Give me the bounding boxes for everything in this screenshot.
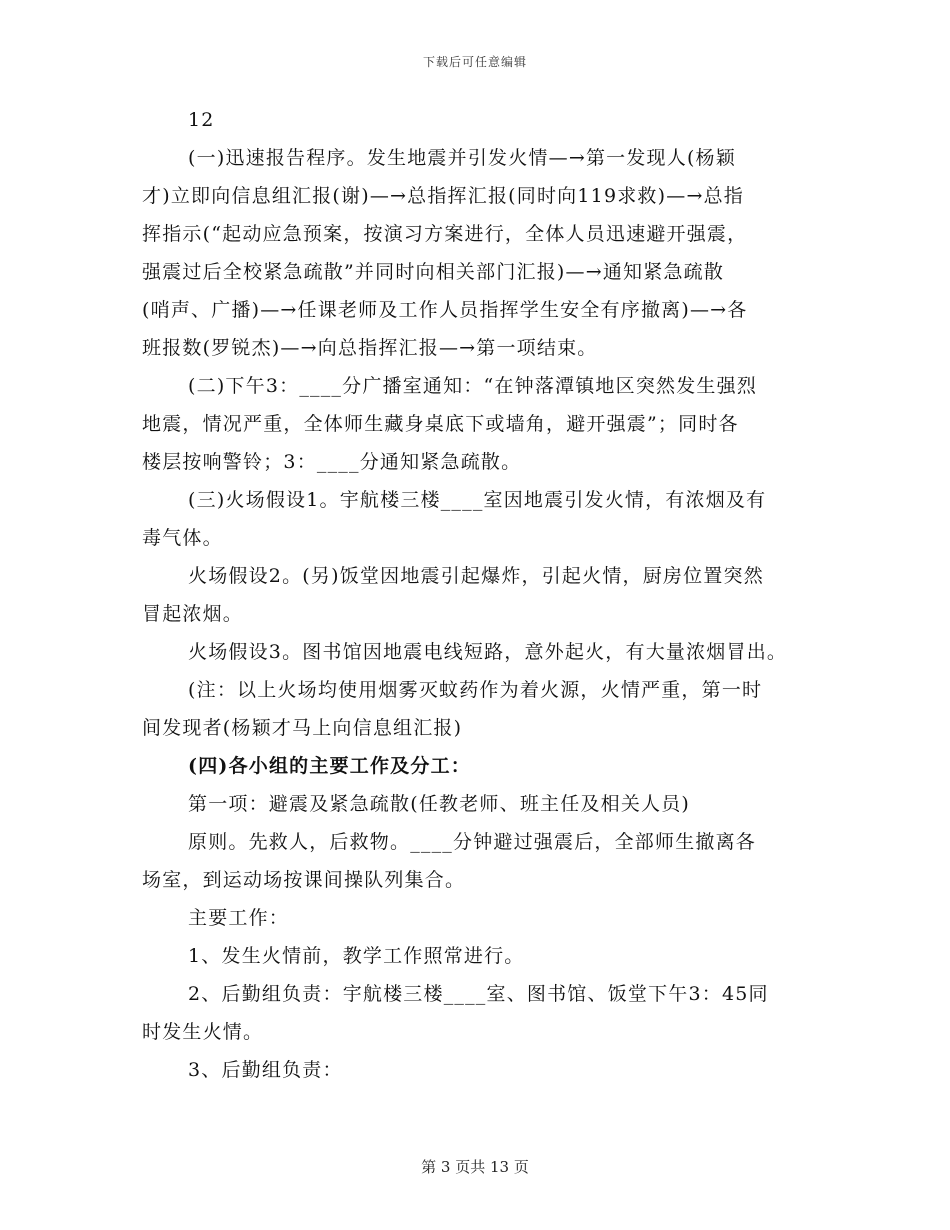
text-line: 毒气体。 — [142, 527, 223, 549]
paragraph — [142, 488, 822, 550]
text-line: 挥指示(“起动应急预案，按演习方案进行，全体人员迅速避开强震， — [142, 223, 748, 245]
text-line: 火场假设3。图书馆因地震电线短路，意外起火，有大量浓烟冒出。 — [188, 641, 788, 663]
text-line: 12 — [188, 109, 215, 131]
paragraph — [142, 944, 822, 968]
text-line: (二)下午3：____分广播室通知：“在钟落潭镇地区突然发生强烈 — [188, 375, 758, 397]
page-header: 下载后可任意编辑 — [422, 55, 527, 69]
paragraph — [142, 830, 822, 892]
text-line: 间发现者(杨颖才马上向信息组汇报) — [142, 717, 463, 739]
paragraph — [142, 108, 822, 132]
text-line: (哨声、广播)—→任课老师及工作人员指挥学生安全有序撤离)—→各 — [142, 299, 748, 321]
section-heading — [142, 754, 822, 778]
text-line: (四)各小组的主要工作及分工： — [188, 755, 471, 777]
text-line: 3、后勤组负责： — [188, 1059, 343, 1081]
text-line: 2、后勤组负责：宇航楼三楼____室、图书馆、饭堂下午3：45同 — [188, 983, 769, 1005]
text-line: 1、发生火情前，教学工作照常进行。 — [188, 945, 525, 967]
text-line: 时发生火情。 — [142, 1021, 264, 1043]
text-line: 主要工作： — [188, 907, 290, 929]
document-body — [142, 108, 822, 1096]
page-footer: 第 3 页共 13 页 — [421, 1158, 529, 1176]
paragraph — [142, 1058, 822, 1082]
text-line: 地震，情况严重，全体师生藏身桌底下或墙角，避开强震”；同时各 — [142, 413, 739, 435]
text-line: 原则。先救人，后救物。____分钟避过强震后，全部师生撤离各 — [188, 831, 757, 853]
text-line: 第一项：避震及紧急疏散(任教老师、班主任及相关人员) — [188, 793, 691, 815]
text-line: 楼层按响警铃；3：____分通知紧急疏散。 — [142, 451, 522, 473]
text-line: 场室，到运动场按课间操队列集合。 — [142, 869, 466, 891]
paragraph — [142, 640, 822, 664]
text-line: 火场假设2。(另)饭堂因地震引起爆炸，引起火情，厨房位置突然 — [188, 565, 764, 587]
paragraph — [142, 564, 822, 626]
text-line: (一)迅速报告程序。发生地震并引发火情—→第一发现人(杨颖 — [188, 147, 736, 169]
paragraph — [142, 792, 822, 816]
paragraph — [142, 146, 822, 360]
paragraph — [142, 982, 822, 1044]
text-line: (三)火场假设1。宇航楼三楼____室因地震引发火情，有浓烟及有 — [188, 489, 767, 511]
paragraph — [142, 678, 822, 740]
text-line: 班报数(罗锐杰)—→向总指挥汇报—→第一项结束。 — [142, 337, 598, 359]
paragraph — [142, 374, 822, 474]
text-line: 才)立即向信息组汇报(谢)—→总指挥汇报(同时向119求救)—→总指 — [142, 185, 744, 207]
text-line: (注：以上火场均使用烟雾灭蚊药作为着火源，火情严重，第一时 — [188, 679, 763, 701]
text-line: 强震过后全校紧急疏散”并同时向相关部门汇报)—→通知紧急疏散 — [142, 261, 725, 283]
text-line: 冒起浓烟。 — [142, 603, 244, 625]
paragraph — [142, 906, 822, 930]
